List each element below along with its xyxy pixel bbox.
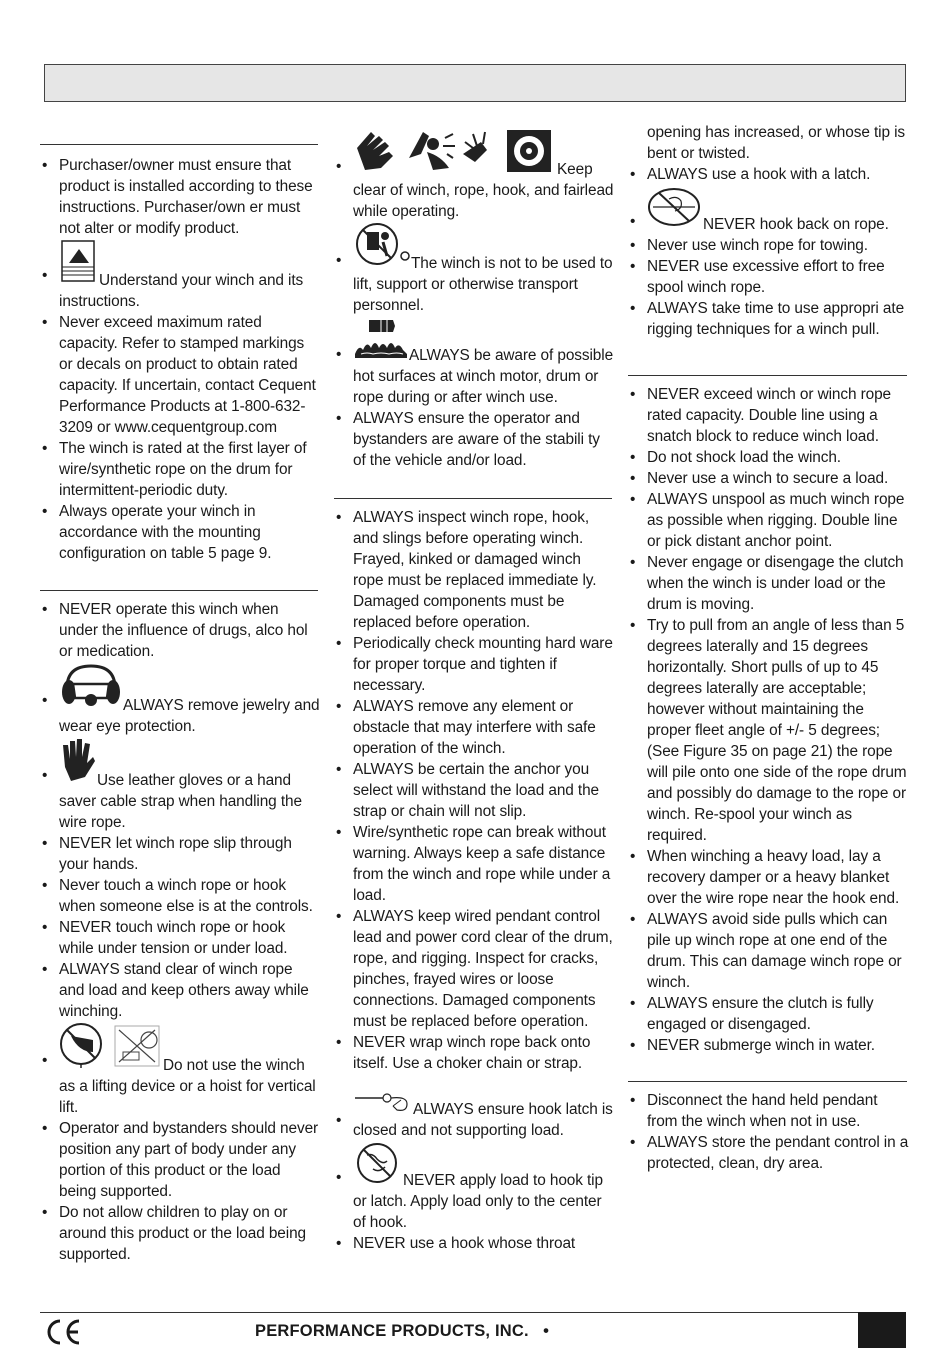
footer-divider [40,1312,906,1313]
list-item: • NEVER submerge winch in water. [630,1037,875,1054]
hook-latch-icon [353,1090,413,1120]
no-hook-back-icon [647,185,703,235]
column-2 [334,118,614,1254]
list-item: • Understand your winch and its instructions. [40,239,320,312]
list-item: • Purchaser/owner must ensure that product is installed according to these instructions. Purchaser/own er must not alter or modify product. [42,157,313,237]
list-item: • ALWAYS be aware of possible hot surfaces at winch motor, drum or rope during or after winch use. [334,316,614,408]
list-item: • ALWAYS unspool as much winch rope as possible when rigging. Double line or pick distant anchor point. [630,491,905,550]
list-item: • NEVER use excessive effort to free spool winch rope. [630,258,885,296]
col2-section2-list [334,507,614,1074]
pinch-point-icons [353,128,557,180]
list-item: • ALWAYS ensure hook latch is closed and not supporting load. [334,1090,614,1141]
col3-section3-list [628,1090,910,1174]
no-hook-tip-load-icon [353,1141,403,1191]
list-item: • Never use winch rope for towing. [630,237,868,254]
list-item: • NEVER apply load to hook tip or latch. Apply load only to the center of hook. [334,1141,614,1233]
list-item: • ALWAYS avoid side pulls which can pile up winch rope at one end of the drum. This can damage winch rope or winch. [630,911,902,991]
list-item: • ALWAYS remove any element or obstacle that may interfere with safe operation of the winch. [336,698,596,757]
list-item: • ALWAYS inspect winch rope, hook, and slings before operating winch. Frayed, kinked or damaged winch rope must be replaced immediate ly. Damaged components must be replaced before operation. [336,509,597,631]
list-item: • Periodically check mounting hard ware for proper torque and tighten if necessary. [336,635,613,694]
list-item: • ALWAYS be certain the anchor you select will withstand the load and the strap or chain will not slip. [336,761,600,820]
leather-glove-icon [59,737,97,791]
list-item: • When winching a heavy load, lay a recovery damper or a heavy blanket over the wire rope near the hook end. [630,848,900,907]
list-item: • NEVER exceed winch or winch rope rated capacity. Double line using a snatch block to reduce winch load. [630,386,892,445]
list-item: • The winch is rated at the first layer of wire/synthetic rope on the drum for intermittent-periodic duty. [42,440,307,499]
list-item: • ALWAYS ensure the clutch is fully engaged or disengaged. [630,995,874,1033]
list-item: • Never engage or disengage the clutch when the winch is under load or the drum is moving. [630,554,904,613]
list-item: • NEVER touch winch rope or hook while under tension or under load. [42,919,288,957]
list-item: • ALWAYS keep wired pendant control lead and power cord clear of the drum, rope, and rigging. Inspect for cracks, pinches, frayed wires or loose connections. Damaged components must be replaced before operation. [336,908,613,1030]
list-item: • Do not allow children to play on or around this product or the load being supported. [42,1204,306,1263]
list-item: • The winch is not to be used to lift, support or otherwise transport personnel. [334,222,614,316]
continued-text: opening has increased, or whose tip is bent or twisted. [647,124,905,162]
list-item: • Keep clear of winch, rope, hook, and fairlead while operating. [334,128,614,222]
list-item: • NEVER use a hook whose throat [336,1235,576,1252]
list-item: • NEVER wrap winch rope back onto itself. Use a choker chain or strap. [336,1034,591,1072]
list-item: • Operator and bystanders should never position any part of body under any portion of this product or the load being supported. [42,1120,319,1200]
list-item: • Try to pull from an angle of less than 5 degrees laterally and 15 degrees horizontally. Short pulls of up to 45 degrees laterally are acceptable; however without maintaining the proper fleet angle of +/- 5 degrees;(See Figure 35 on page 21) the rope will pile onto one side of the rope drum and possibly do damage to the rope or winch. Re-spool your winch as required. [630,617,907,844]
col3-section2-list [628,384,910,1056]
col2-section1-list [334,128,614,471]
eye-ear-protection-icon [59,662,123,716]
list-item: • Do not shock load the winch. [630,449,841,466]
section-divider [334,498,612,499]
col1-section1-list [40,155,320,564]
list-item: • ALWAYS remove jewelry and wear eye protection. [40,662,320,737]
list-item: • ALWAYS use a hook with a latch. [630,166,871,183]
footer-company: PERFORMANCE PRODUCTS, INC. • [255,1322,550,1340]
section-header-bar [44,64,906,102]
list-item: • NEVER hook back on rope. [628,185,910,235]
no-lifting-icons [59,1022,163,1076]
list-item: • Do not use the winch as a lifting device or a hoist for vertical lift. [40,1022,320,1118]
list-item: • Wire/synthetic rope can break without warning. Always keep a safe distance from the winch and rope while under a load. [336,824,611,904]
list-item: • Never use a winch to secure a load. [630,470,889,487]
column-1 [40,118,320,1265]
list-item: • Use leather gloves or a hand saver cable strap when handling the wire rope. [40,737,320,833]
col2-section3-list [334,1090,614,1254]
col1-section2-list [40,599,320,1265]
list-item: • ALWAYS take time to use appropri ate rigging techniques for a winch pull. [630,300,905,338]
page-number-box [858,1312,906,1348]
list-item: • NEVER let winch rope slip through your hands. [42,835,292,873]
list-item: • Never touch a winch rope or hook when someone else is at the controls. [42,877,313,915]
list-item: • Disconnect the hand held pendant from the winch when not in use. [630,1092,878,1130]
no-personnel-lift-icon [353,222,411,274]
list-item: • NEVER operate this winch when under the influence of drugs, alco hol or medication. [42,601,308,660]
col3-section1-list [628,164,910,340]
list-item: • ALWAYS store the pendant control in a protected, clean, dry area. [630,1134,909,1172]
list-item: • ALWAYS stand clear of winch rope and load and keep others away while winching. [42,961,309,1020]
section-divider [628,1081,907,1082]
section-divider [628,375,907,376]
section-divider [40,590,318,591]
list-item: • ALWAYS ensure the operator and bystanders are aware of the stabili ty of the vehicle and/or load. [336,410,600,469]
ce-mark-icon [44,1318,82,1346]
section-divider [40,144,318,145]
list-item: • Never exceed maximum rated capacity. Refer to stamped markings or decals on product to obtain rated capacity. If uncertain, contact Cequent Performance Products at 1-800-632-3209 or www.cequentgroup.com [42,314,316,436]
hot-surface-icon [353,316,409,366]
column-3 [628,118,910,1174]
manual-icon [59,239,99,291]
list-item: • Always operate your winch in accordance with the mounting configuration on table 5 page 9. [42,503,272,562]
